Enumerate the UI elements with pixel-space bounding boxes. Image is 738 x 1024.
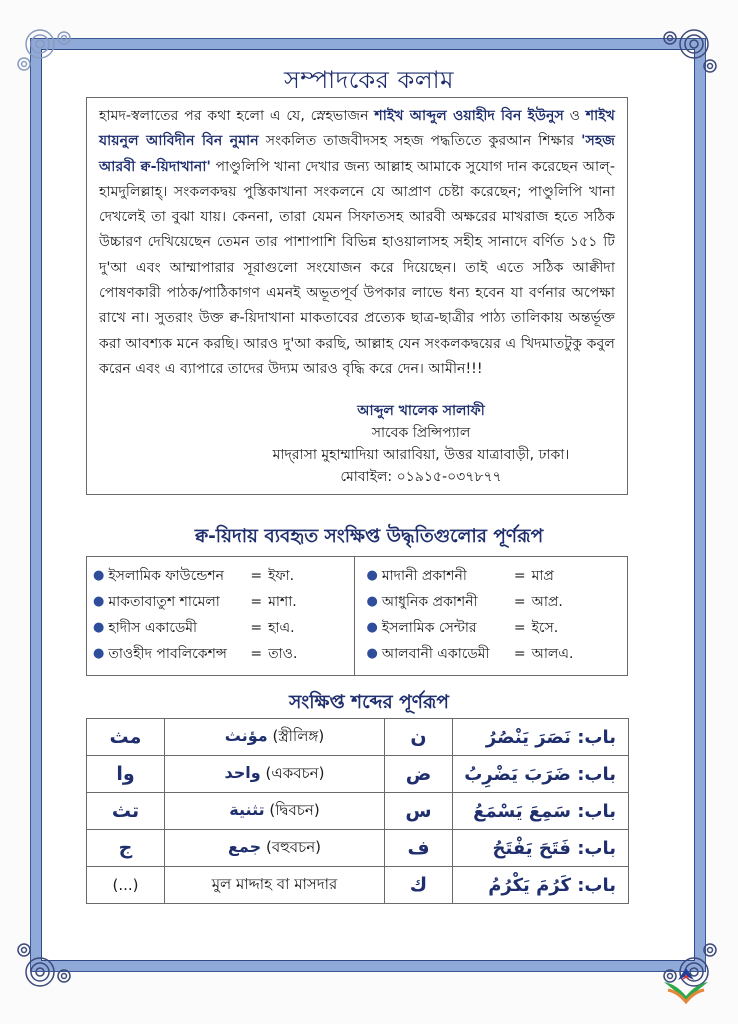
bab-cell: باب: نَصَرَ يَنْصُرُ: [453, 719, 629, 756]
signature-mobile: মোবাইল: ০১৯১৫-০৩৭৮৭৭: [340, 469, 502, 485]
bab-letter-cell: ض: [385, 756, 453, 793]
abbreviation-item: [93, 563, 348, 589]
signature-institution: মাদ্‌রাসা মুহাম্মাদিয়া আরাবিয়া, উত্তর যাত্রাবাড়ী, ঢাকা।: [272, 447, 570, 463]
abbreviation-item: [367, 615, 622, 641]
bab-letter-cell: س: [385, 793, 453, 830]
abbreviations-title: ক্ব-য়িদায় ব্যবহৃত সংক্ষিপ্ত উদ্ধৃতিগুলোর পূর্ণরূপ: [194, 526, 544, 547]
signature-block: [231, 400, 611, 488]
arabic-word: تثنية: [229, 799, 265, 819]
abbreviation-item: [93, 615, 348, 641]
table-row: [87, 719, 629, 756]
bullet-icon: ●: [93, 568, 105, 583]
abbreviation-item: [93, 589, 348, 615]
bullet-icon: ●: [93, 594, 105, 609]
body-text: সংকলিত তাজবীদসহ সহজ পদ্ধতিতে কুরআন শিক্ষার: [258, 133, 582, 150]
abbreviation-item: [367, 563, 622, 589]
abbreviation-short: আপ্র.: [531, 594, 563, 610]
bab-letter-cell: ن: [385, 719, 453, 756]
abbreviation-full: মাকতাবাতুশ শামেলা: [108, 594, 220, 610]
abbreviation-full: ইসলামিক ফাউন্ডেশন: [108, 568, 225, 584]
equals-sign: =: [250, 594, 263, 610]
bullet-icon: ●: [366, 620, 378, 635]
bullet-icon: ●: [93, 620, 105, 635]
short-words-table: [86, 718, 629, 904]
bangla-meaning: (একবচন): [265, 763, 325, 782]
bab-cell: باب: فَتَحَ يَفْتَحُ: [453, 830, 629, 867]
bab-letter-cell: ك: [385, 867, 453, 904]
highlighted-text: শাইখ আব্দুল ওয়াহীদ বিন ইউনুস: [374, 108, 564, 124]
equals-sign: =: [513, 594, 526, 610]
bangla-meaning: (দ্বিবচন): [269, 800, 320, 819]
equals-sign: =: [250, 646, 263, 662]
bangla-meaning: (স্ত্রীলিঙ্গ): [272, 726, 325, 745]
abbreviation-full: মাদানী প্রকাশনী: [381, 568, 467, 584]
abbreviations-right-column: [354, 557, 628, 675]
short-words-title: সংক্ষিপ্ত শব্দের পূর্ণরূপ: [289, 692, 449, 713]
equals-sign: =: [513, 620, 526, 636]
abbr-cell: تث: [87, 793, 165, 830]
highlighted-text: 'সহজ আরবী ক্ব-য়িদাখানা': [99, 133, 616, 175]
abbreviation-item: [367, 641, 622, 667]
arabic-word: واحد: [224, 762, 261, 782]
abbreviation-short: ইসে.: [531, 620, 559, 636]
meaning-cell: মুল মাদ্দাহ বা মাসদার: [165, 867, 385, 904]
abbreviation-short: তাও.: [268, 646, 298, 662]
abbreviation-short: হাএ.: [268, 620, 295, 636]
page-title: সম্পাদকের কলাম: [284, 66, 454, 94]
bullet-icon: ●: [93, 646, 105, 661]
signature-designation: সাবেক প্রিন্সিপ্যাল: [371, 425, 471, 441]
table-row: [87, 867, 629, 904]
arabic-word: جمع: [228, 836, 262, 856]
abbreviation-short: মাশা.: [268, 594, 297, 610]
abbr-cell: ج: [87, 830, 165, 867]
body-text: হামদ-স্বলাতের পর কথা হলো এ যে, স্নেহভাজন: [99, 108, 375, 124]
signature-name: আব্দুল খালেক সালাফী: [357, 403, 485, 419]
abbreviation-full: হাদীস একাডেমী: [108, 620, 198, 636]
abbreviation-full: আলবানী একাডেমী: [381, 646, 490, 662]
bullet-icon: ●: [366, 594, 378, 609]
editor-column-box: [86, 97, 628, 495]
abbreviation-item: [93, 641, 348, 667]
arabic-word: مؤنث: [224, 725, 268, 745]
meaning-cell: [165, 793, 385, 830]
bab-cell: باب: سَمِعَ يَسْمَعُ: [453, 793, 629, 830]
abbr-cell: وا: [87, 756, 165, 793]
abbreviation-item: [367, 589, 622, 615]
abbreviation-full: আধুনিক প্রকাশনী: [381, 594, 478, 610]
abbreviations-left-column: [87, 557, 354, 675]
editor-column-text: [99, 104, 615, 382]
equals-sign: =: [250, 568, 263, 584]
abbreviation-short: ইফা.: [268, 568, 295, 584]
equals-sign: =: [513, 568, 526, 584]
book-logo-icon: [660, 966, 712, 1006]
highlighted-text: শাইখ যায়নুল আবিদীন বিন নুমান: [99, 108, 615, 150]
meaning-cell: [165, 830, 385, 867]
abbr-cell: مث: [87, 719, 165, 756]
bullet-icon: ●: [366, 568, 378, 583]
abbreviations-box: [86, 556, 628, 676]
abbr-cell: (...): [87, 867, 165, 904]
meaning-cell: [165, 756, 385, 793]
equals-sign: =: [250, 620, 263, 636]
bullet-icon: ●: [366, 646, 378, 661]
equals-sign: =: [513, 646, 526, 662]
table-row: [87, 830, 629, 867]
table-row: [87, 756, 629, 793]
bab-cell: باب: ضَرَبَ يَضْرِبُ: [453, 756, 629, 793]
abbreviation-full: তাওহীদ পাবলিকেশন্স: [108, 646, 227, 662]
abbreviation-full: ইসলামিক সেন্টার: [381, 620, 477, 636]
meaning-cell: [165, 719, 385, 756]
swirl-icon: [14, 932, 84, 1002]
bangla-meaning: (বহুবচন): [265, 837, 321, 856]
abbreviation-short: আলএ.: [531, 646, 574, 662]
bab-cell: باب: كَرُمَ يَكْرُمُ: [453, 867, 629, 904]
bab-letter-cell: ف: [385, 830, 453, 867]
abbreviation-short: মাপ্র: [531, 568, 554, 584]
body-text: পাণ্ডুলিপি খানা দেখার জন্য আল্লাহ আমাকে সুযোগ দান করেছেন আল্-হামদুলিল্লাহ্। সংকলকদ্বয় পুস্তিকাখানা সংকলনে যে আপ্রাণ চেষ্টা করেছেন; পাণ্ডুলিপি খানা দেখলেই তা বুঝা যায়। কেননা, তারা যেমন সিফাতসহ আরবী অক্ষরের মাখরাজ হতে সঠিক উচ্চারণ দেখিয়েছেন তেমন তার পাশাপাশি বিভিন্ন হাওয়ালাসহ সহীহ সানাদে বর্ণিত ১৫১ টি দু'আ এবং আম্মাপারার সূরাগুলো সংযোজন করে দিয়েছেন। তাই এতে সঠিক আক্বীদা পোষণকারী পাঠক/পাঠিকাগণ এমনই অভূতপূর্ব উপকার লাভে ধন্য হবেন যা বর্ণনার অপেক্ষা রাখে না। সুতরাং উক্ত ক্ব-য়িদাখানা মাকতাবের প্রত্যেক ছাত্র-ছাত্রীর পাঠ্য তালিকায় অন্তর্ভূক্ত করা আবশ্যক মনে করছি। আরও দু'আ করছি, আল্লাহ যেন সংকলকদ্বয়ের এ খিদমাতটুকু কবুল করেন এবং এ ব্যাপারে তাদের উদ্যম আরও বৃদ্ধি করে দেন। আমীন!!!: [99, 158, 615, 377]
table-row: [87, 793, 629, 830]
body-text: ও: [563, 108, 586, 124]
